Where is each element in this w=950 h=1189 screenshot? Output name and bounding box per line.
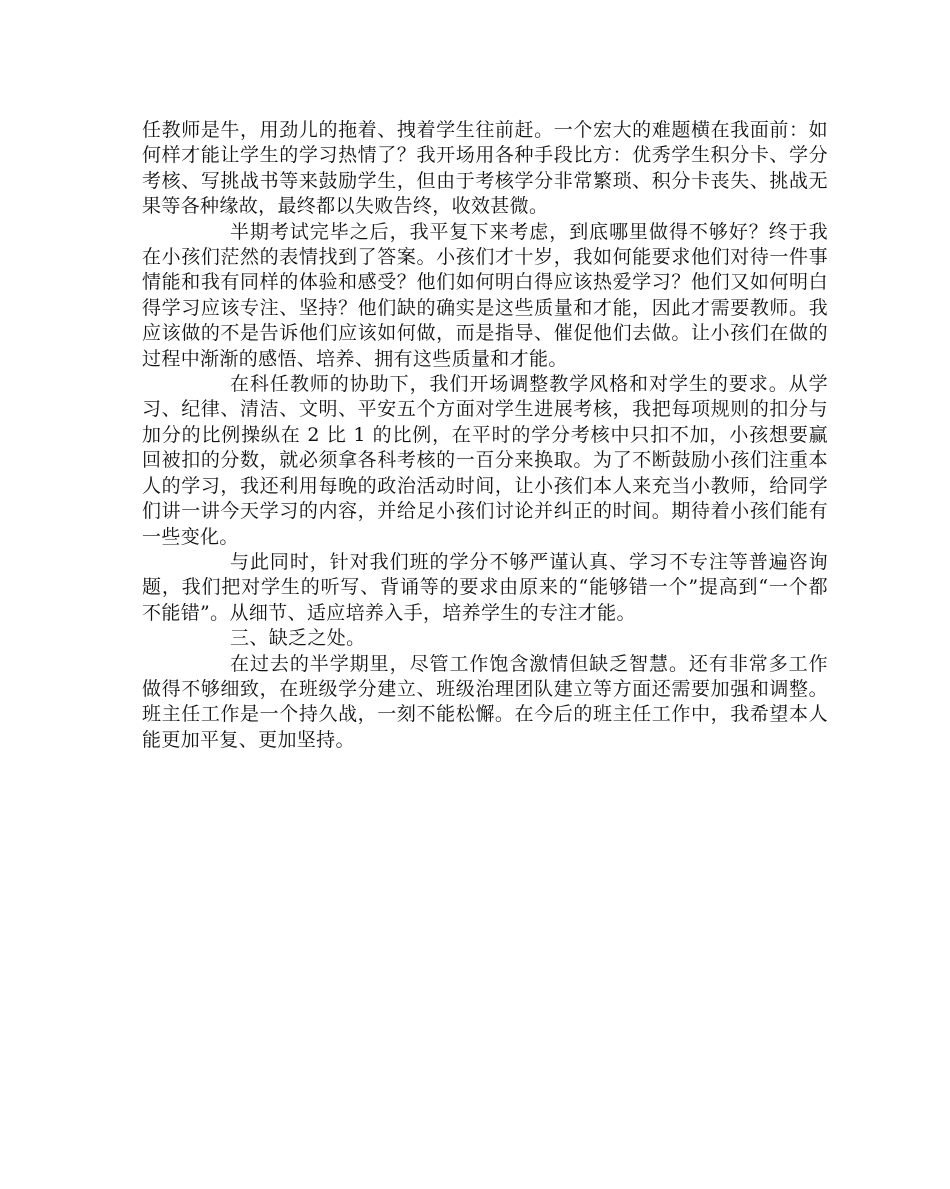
document-body <box>142 118 828 753</box>
paragraph-shortcomings: 在过去的半学期里，尽管工作饱含激情但缺乏智慧。还有非常多工作做得不够细致，在班级学分建立、班级治理团队建立等方面还需要加强和调整。班主任工作是一个持久战，一刻不能松懈。在今后的班主任工作中，我希望本人能更加平复、更加坚持。 <box>142 652 828 751</box>
section-heading-shortcomings: 三、缺乏之处。 <box>230 627 366 650</box>
paragraph-teaching-adjustment: 在科任教师的协助下，我们开场调整教学风格和对学生的要求。从学习、纪律、清洁、文明、平安五个方面对学生进展考核，我把每项规则的扣分与加分的比例操纵在 2 比 1 的比例，在平时的学分考核中只扣不加，小孩想要赢回被扣的分数，就必须拿各科考核的一百分来换取。为了不断鼓励小孩们注重本人的学习，我还利用每晚的政治活动时间，让小孩们本人来充当小教师，给同学们讲一讲今天学习的内容，并给足小孩们讨论并纠正的时间。期待着小孩们能有一些变化。 <box>142 373 828 548</box>
paragraph-focus-training: 与此同时，针对我们班的学分不够严谨认真、学习不专注等普遍咨询题，我们把对学生的听写、背诵等的要求由原来的“能够错一个”提高到“一个都不能错”。从细节、适应培养入手，培养学生的专注才能。 <box>142 550 828 624</box>
paragraph-continuation: 任教师是牛，用劲儿的拖着、拽着学生往前赶。一个宏大的难题横在我面前：如何样才能让学生的学习热情了？我开场用各种手段比方：优秀学生积分卡、学分考核、写挑战书等来鼓励学生，但由于考核学分非常繁琐、积分卡丧失、挑战无果等各种缘故，最终都以失败告终，收效甚微。 <box>142 119 828 218</box>
paragraph-midterm-reflection: 半期考试完毕之后，我平复下来考虑，到底哪里做得不够好？终于我在小孩们茫然的表情找到了答案。小孩们才十岁，我如何能要求他们对待一件事情能和我有同样的体验和感受？他们如何明白得应该热爱学习？他们又如何明白得学习应该专注、坚持？他们缺的确实是这些质量和才能，因此才需要教师。我应该做的不是告诉他们应该如何做，而是指导、催促他们去做。让小孩们在做的过程中渐渐的感悟、培养、拥有这些质量和才能。 <box>142 220 828 370</box>
